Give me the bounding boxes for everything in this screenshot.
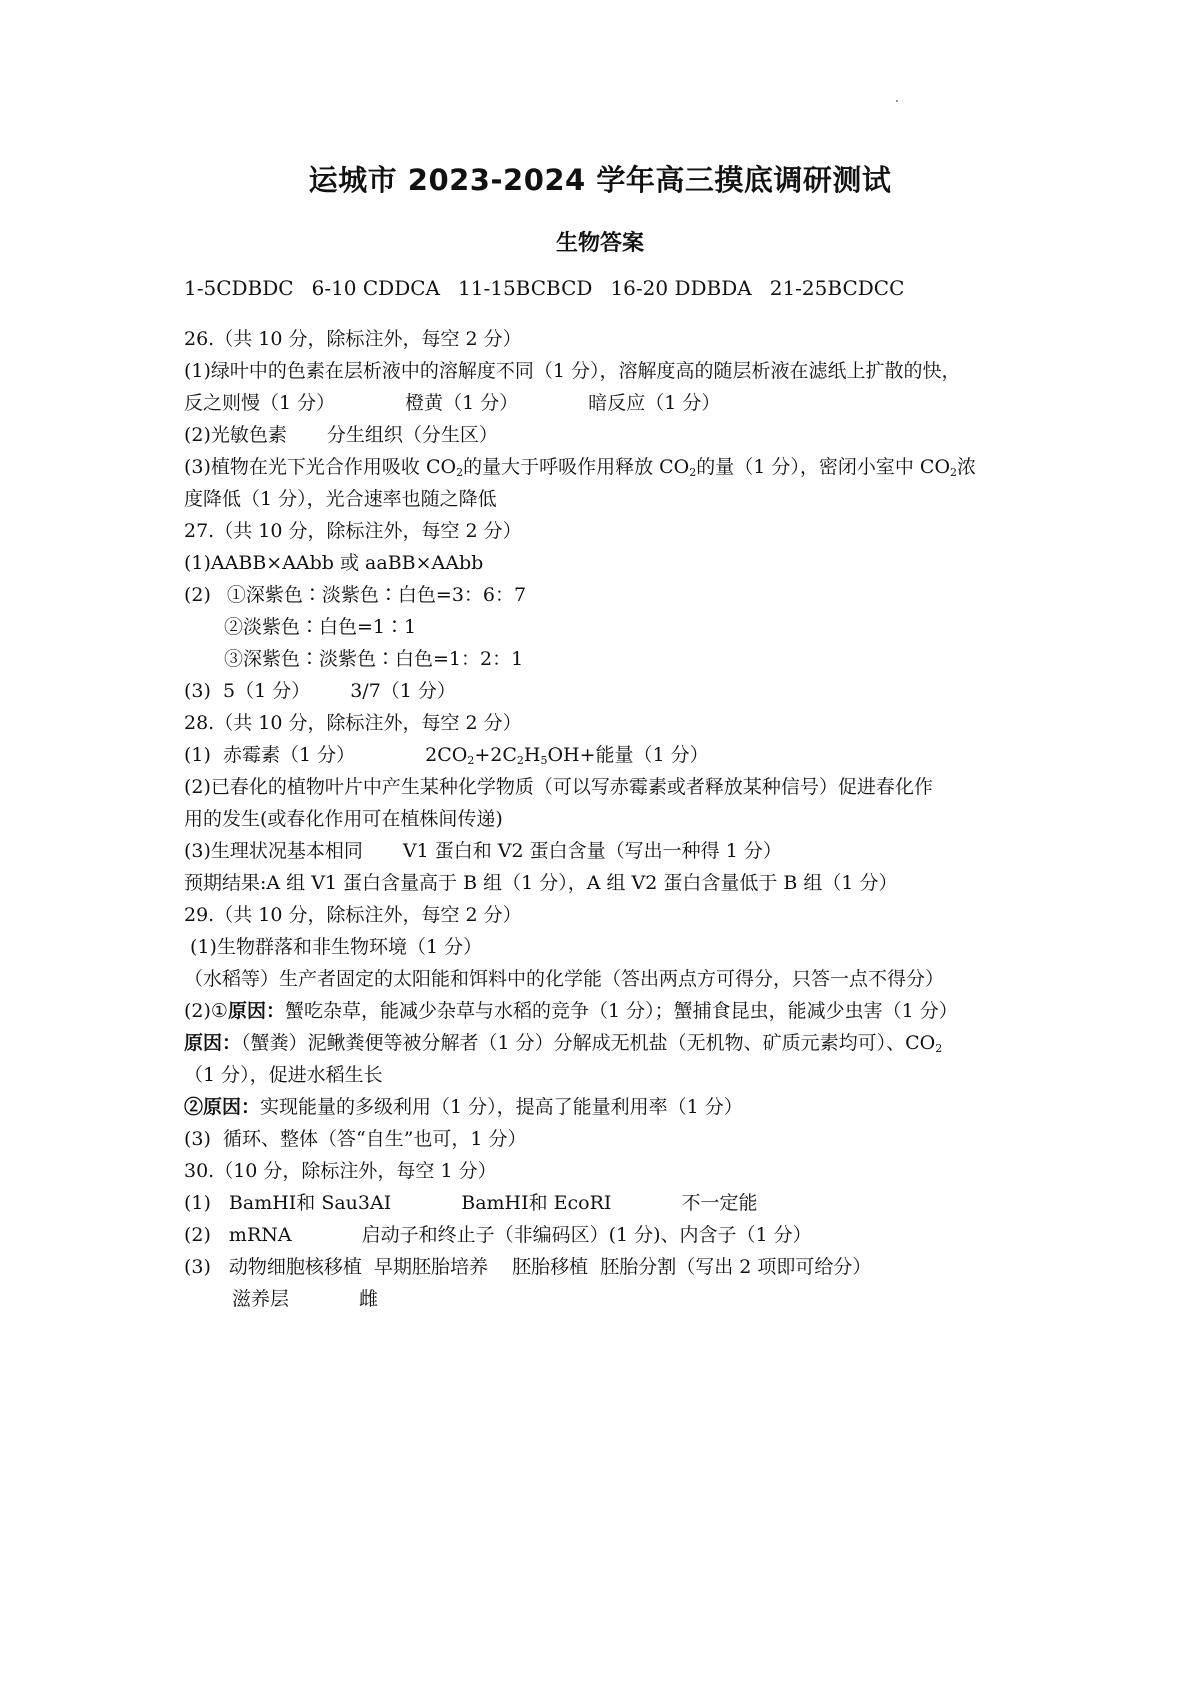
q30-answer-part: mRNA <box>228 1224 292 1246</box>
q27-heading: 27.（共 10 分，除标注外，每空 2 分） <box>184 520 522 542</box>
choice-answer-group: 16-20 DDBDA <box>610 276 752 300</box>
q29-answer-line: （1 分），促进水稻生长 <box>184 1064 383 1086</box>
subscript: 5 <box>540 754 548 767</box>
q27-answer-line: ③深紫色∶淡紫色∶白色=1：2：1 <box>224 648 524 670</box>
q30-answer-part: (1) <box>184 1192 211 1214</box>
q27-answer-part: (3) 5（1 分） <box>184 680 311 702</box>
choice-answers-row <box>184 276 922 300</box>
q29-heading: 29.（共 10 分，除标注外，每空 2 分） <box>184 904 522 926</box>
subscript: 2 <box>456 466 464 479</box>
q30-heading: 30.（10 分，除标注外，每空 1 分） <box>184 1160 497 1182</box>
q26-answer-line: (1)绿叶中的色素在层析液中的溶解度不同（1 分），溶解度高的随层析液在滤纸上扩散的快， <box>184 360 961 382</box>
q30-answer-part: BamHⅠ和 EcoRⅠ <box>461 1192 612 1214</box>
q29-answer-part: (2)① <box>184 1000 228 1022</box>
q27-answer-part: (2) <box>184 584 211 606</box>
q27-answer-line <box>184 676 456 703</box>
q27-answer-line: ②淡紫色∶白色=1∶1 <box>224 616 417 638</box>
q26-answer-line <box>184 452 976 479</box>
q28-answer-line <box>184 740 709 767</box>
choice-answer-group: 6-10 CDDCA <box>311 276 441 300</box>
choice-answer-group: 11-15BCBCD <box>458 276 593 300</box>
q30-answer-line <box>184 1252 871 1279</box>
q30-answer-part: 动物细胞核移植 早期胚胎培养 胚胎移植 胚胎分割（写出 2 项即可给分） <box>228 1256 872 1278</box>
q28-answer-line: (2)已春化的植物叶片中产生某种化学物质（可以写赤霉素或者释放某种信号）促进春化作 <box>184 776 933 798</box>
q30-answer-line <box>232 1284 378 1311</box>
subscript: 2 <box>935 1042 943 1055</box>
q26-answer-part: 的量大于呼吸作用释放 CO <box>463 456 690 478</box>
q26-answer-part: 分生组织（分生区） <box>326 424 498 446</box>
subscript: 2 <box>516 754 524 767</box>
q30-answer-part: 启动子和终止子（非编码区）(1 分)、内含子（1 分） <box>361 1224 812 1246</box>
q29-answer-line <box>184 1028 942 1055</box>
bold-label: ②原因： <box>184 1096 261 1118</box>
q26-answer-part: 反之则慢（1 分） <box>184 392 336 414</box>
q29-answer-part: （蟹粪）泥鳅粪便等被分解者（1 分）分解成无机盐（无机物、矿质元素均可）、CO <box>241 1032 936 1054</box>
subscript: 2 <box>950 466 958 479</box>
q30-answer-line <box>184 1220 812 1247</box>
q30-answer-part: 雌 <box>359 1288 379 1310</box>
q26-answer-line <box>184 420 498 447</box>
bold-label: 原因： <box>184 1032 242 1054</box>
page-title: 运城市 2023-2024 学年高三摸底调研测试 <box>308 163 892 197</box>
q30-answer-part: (2) <box>184 1224 211 1246</box>
subscript: 2 <box>689 466 697 479</box>
choice-answer-group: 21-25BCDCC <box>769 276 905 300</box>
q30-answer-part: 不一定能 <box>681 1192 758 1214</box>
q29-answer-line: （水稻等）生产者固定的太阳能和饵料中的化学能（答出两点方可得分，只答一点不得分） <box>184 968 945 990</box>
q28-answer-part: V1 蛋白和 V2 蛋白含量（写出一种得 1 分） <box>402 840 782 862</box>
q26-answer-part: (2)光敏色素 <box>184 424 287 446</box>
q29-answer-line <box>184 1092 743 1119</box>
q28-answer-line: 用的发生(或春化作用可在植株间传递) <box>184 808 503 830</box>
q28-answer-line: 预期结果:A 组 V1 蛋白含量高于 B 组（1 分），A 组 V2 蛋白含量低于 B 组（1 分） <box>184 872 898 894</box>
q26-answer-line <box>184 388 720 415</box>
formula-part: H <box>523 744 541 766</box>
q28-heading: 28.（共 10 分，除标注外，每空 2 分） <box>184 712 522 734</box>
q26-answer-part: 暗反应（1 分） <box>588 392 721 414</box>
formula-part: OH+能量（1 分） <box>547 744 709 766</box>
q29-answer-line <box>184 996 958 1023</box>
formula-part: +2C <box>474 744 517 766</box>
q27-answer-part: ①深紫色∶淡紫色∶白色=3：6：7 <box>226 584 527 606</box>
q26-answer-line: 度降低（1 分），光合速率也随之降低 <box>184 488 497 510</box>
q26-answer-part: 浓 <box>957 456 977 478</box>
q29-answer-line: (1)生物群落和非生物环境（1 分） <box>184 936 483 958</box>
q27-answer-part: 3/7（1 分） <box>350 680 456 702</box>
bold-label: 原因： <box>227 1000 285 1022</box>
subscript: 2 <box>467 754 475 767</box>
q28-answer-line <box>184 836 782 863</box>
q28-answer-part: (3)生理状况基本相同 <box>184 840 363 862</box>
choice-answer-group: 1-5CDBDC <box>184 276 294 300</box>
q30-answer-part: (3) <box>184 1256 211 1278</box>
q27-answer-line: (1)AABB×AAbb 或 aaBB×AAbb <box>184 552 484 574</box>
q26-answer-part: 橙黄（1 分） <box>405 392 519 414</box>
q26-answer-part: 的量（1 分），密闭小室中 CO <box>696 456 951 478</box>
q30-answer-part: BamHⅠ和 Sau3AⅠ <box>228 1192 392 1214</box>
scan-speck <box>896 100 898 102</box>
q27-answer-line <box>184 580 526 607</box>
q26-answer-part: (3)植物在光下光合作用吸收 CO <box>184 456 457 478</box>
q29-answer-part: 蟹吃杂草，能减少杂草与水稻的竞争（1 分）；蟹捕食昆虫，能减少虫害（1 分） <box>284 1000 958 1022</box>
q28-answer-part: (1) 赤霉素（1 分） <box>184 744 356 766</box>
q29-answer-line: (3) 循环、整体（答“自生”也可，1 分） <box>184 1128 527 1150</box>
q26-heading: 26.（共 10 分，除标注外，每空 2 分） <box>184 328 522 350</box>
q30-answer-line <box>184 1188 757 1215</box>
q30-answer-part: 滋养层 <box>232 1288 290 1310</box>
q29-answer-part: 实现能量的多级利用（1 分），提高了能量利用率（1 分） <box>260 1096 743 1118</box>
page-subtitle: 生物答案 <box>555 231 644 256</box>
formula-part: 2CO <box>425 744 468 766</box>
